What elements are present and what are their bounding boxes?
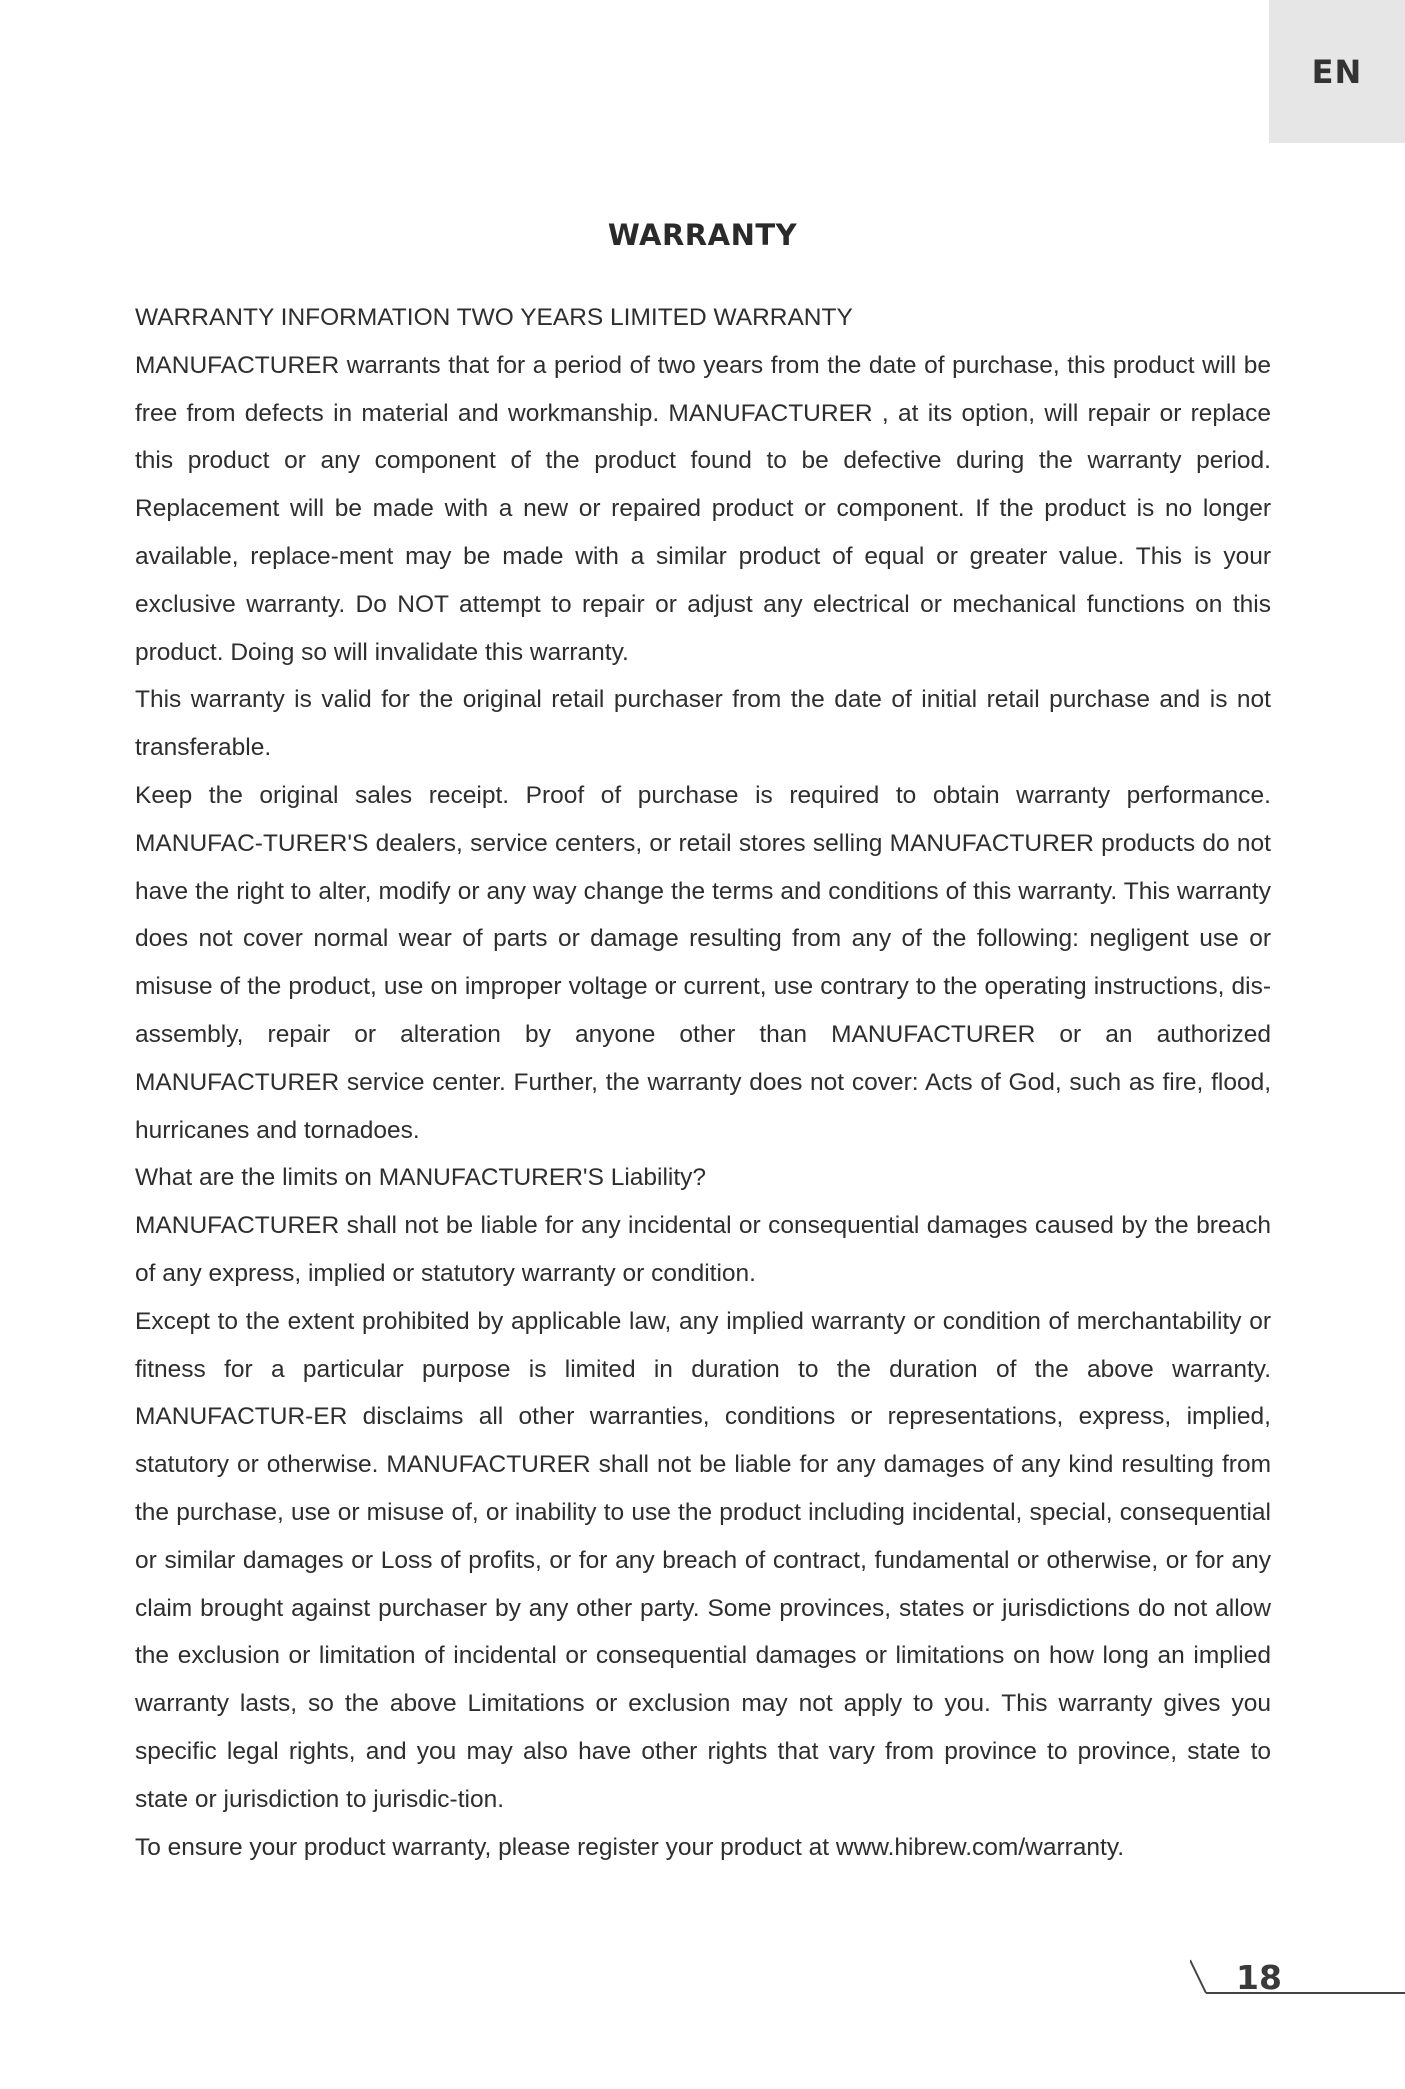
language-tab-label: EN	[1311, 52, 1363, 91]
page-footer	[1190, 1952, 1405, 2012]
registration-note: To ensure your product warranty, please register your product at www.hibrew.com/warranty.	[135, 1833, 1125, 1861]
warranty-paragraph: Except to the extent prohibited by applicable law, any implied warranty or condition of merchantability or fitness for a particular purpose is limited in duration to the duration of the above warranty. MANUFACTUR-ER disclaims all other warranties, conditions or representations, express, implied, statutory or otherwise. MANUFACTURER shall not be liable for any damages of any kind resulting from the purchase, use or misuse of, or inability to use the product including incidental, special, consequential or similar damages or Loss of profits, or for any breach of contract, fundamental or otherwise, or for any claim brought against purchaser by any other party. Some provinces, states or jurisdictions do not allow the exclusion or limitation of incidental or consequential damages or limitations on how long an implied warranty lasts, so the above Limitations or exclusion may not apply to you. This warranty gives you specific legal rights, and you may also have other rights that vary from province to province, state to state or jurisdiction to jurisdic-tion.	[135, 1307, 1271, 1813]
language-tab	[1269, 0, 1405, 143]
warranty-paragraph: This warranty is valid for the original retail purchaser from the date of initial retail purchase and is not transferable.	[135, 686, 1271, 762]
warranty-paragraph: MANUFACTURER shall not be liable for any incidental or consequential damages caused by the breach of any express, implied or statutory warranty or condition.	[135, 1212, 1271, 1287]
warranty-heading-line: WARRANTY INFORMATION TWO YEARS LIMITED WARRANTY	[135, 304, 853, 331]
warranty-paragraph: Keep the original sales receipt. Proof of purchase is required to obtain warranty performance. MANUFAC-TURER'S dealers, service centers, or retail stores selling MANUFACTURER products do not have the right to alter, modify or any way change the terms and conditions of this warranty. This warranty does not cover normal wear of parts or damage resulting from any of the following: negligent use or misuse of the product, use on improper voltage or current, use contrary to the operating instructions, dis-assembly, repair or alteration by anyone other than MANUFACTURER or an authorized MANUFACTURER service center. Further, the warranty does not cover: Acts of God, such as fire, flood, hurricanes and tornadoes.	[135, 781, 1271, 1144]
page-number: 18	[1236, 1958, 1282, 1997]
page-title: WARRANTY	[607, 218, 798, 252]
warranty-paragraph: MANUFACTURER warrants that for a period of two years from the date of purchase, this product will be free from defects in material and workmanship. MANUFACTURER , at its option, will repair or replace this product or any component of the product found to be defective during the warranty period. Replacement will be made with a new or repaired product or component. If the product is no longer available, replace-ment may be made with a similar product of equal or greater value. This is your exclusive warranty. Do NOT attempt to repair or adjust any electrical or mechanical functions on this product. Doing so will invalidate this warranty.	[135, 351, 1271, 666]
footer-rule	[1190, 1952, 1405, 2012]
liability-question: What are the limits on MANUFACTURER'S Liability?	[135, 1164, 707, 1192]
warranty-body	[135, 294, 1271, 1871]
